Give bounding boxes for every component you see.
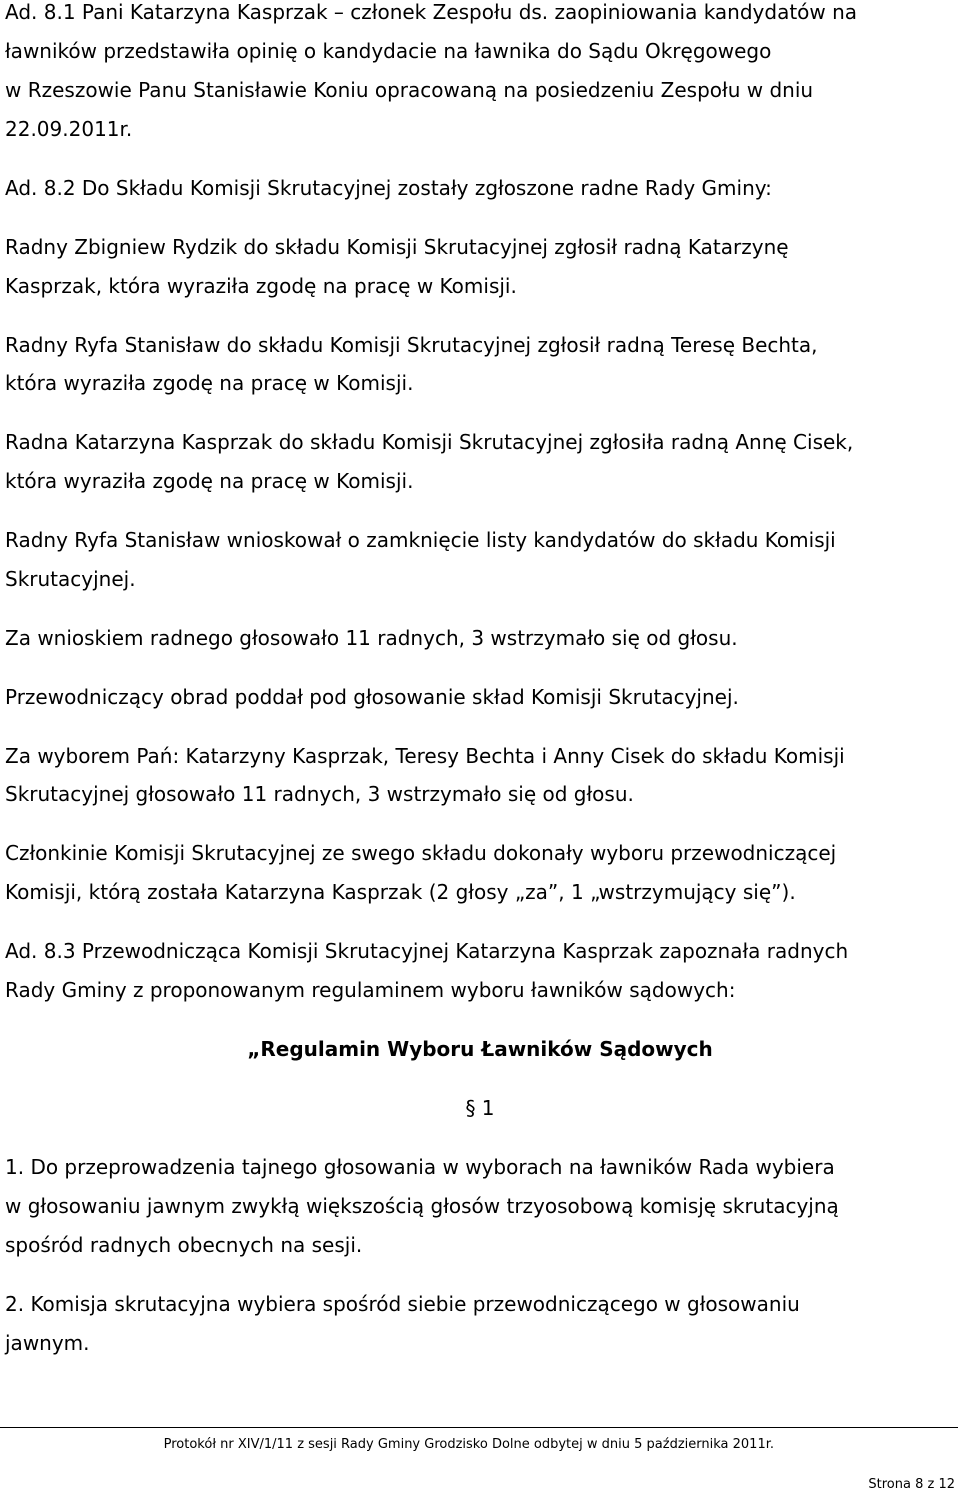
text-line: Członkinie Komisji Skrutacyjnej ze swego składu dokonały wyboru przewodniczącej: [5, 841, 837, 865]
text-line: która wyraziła zgodę na pracę w Komisji.: [5, 469, 414, 493]
text-line: Ad. 8.2 Do Składu Komisji Skrutacyjnej zostały zgłoszone radne Rady Gminy:: [5, 176, 772, 200]
text-line: Za wyborem Pań: Katarzyny Kasprzak, Teresy Bechta i Anny Cisek do składu Komisji: [5, 744, 845, 768]
text-line: Radna Katarzyna Kasprzak do składu Komisji Skrutacyjnej zgłosiła radną Annę Cisek,: [5, 430, 854, 454]
text-line: Ad. 8.1 Pani Katarzyna Kasprzak – członek Zespołu ds. zaopiniowania kandydatów na: [5, 0, 858, 24]
text-line: Ad. 8.3 Przewodnicząca Komisji Skrutacyjnej Katarzyna Kasprzak zapoznała radnych: [5, 939, 849, 963]
text-line: Komisji, którą została Katarzyna Kasprzak (2 głosy „za”, 1 „wstrzymujący się”).: [5, 880, 796, 904]
text-line: 2. Komisja skrutacyjna wybiera spośród siebie przewodniczącego w głosowaniu: [5, 1292, 800, 1316]
text-line: Radny Zbigniew Rydzik do składu Komisji Skrutacyjnej zgłosił radną Katarzynę: [5, 235, 789, 259]
text-line: Kasprzak, która wyraziła zgodę na pracę w Komisji.: [5, 274, 517, 298]
text-line: w Rzeszowie Panu Stanisławie Koniu opracowaną na posiedzeniu Zespołu w dniu: [5, 78, 814, 102]
text-line: Przewodniczący obrad poddał pod głosowanie skład Komisji Skrutacyjnej.: [5, 685, 739, 709]
text-line: ławników przedstawiła opinię o kandydacie na ławnika do Sądu Okręgowego: [5, 39, 772, 63]
text-line: Za wnioskiem radnego głosowało 11 radnych, 3 wstrzymało się od głosu.: [5, 626, 738, 650]
regulation-title: „Regulamin Wyboru Ławników Sądowych: [247, 1037, 713, 1061]
text-line: 22.09.2011r.: [5, 117, 133, 141]
text-line: spośród radnych obecnych na sesji.: [5, 1233, 363, 1257]
footer-divider: [0, 1427, 958, 1428]
text-line: Skrutacyjnej.: [5, 567, 136, 591]
text-line: Radny Ryfa Stanisław do składu Komisji Skrutacyjnej zgłosił radną Teresę Bechta,: [5, 333, 818, 357]
text-line: Rady Gminy z proponowanym regulaminem wyboru ławników sądowych:: [5, 978, 736, 1002]
text-line: jawnym.: [5, 1331, 90, 1355]
section-mark: § 1: [465, 1096, 495, 1120]
page-number: Strona 8 z 12: [868, 1477, 955, 1492]
text-line: która wyraziła zgodę na pracę w Komisji.: [5, 371, 414, 395]
footer-protocol: Protokół nr XIV/1/11 z sesji Rady Gminy Grodzisko Dolne odbytej w dniu 5 października 2011r.: [163, 1437, 774, 1452]
text-line: 1. Do przeprowadzenia tajnego głosowania w wyborach na ławników Rada wybiera: [5, 1155, 835, 1179]
text-line: w głosowaniu jawnym zwykłą większością głosów trzyosobową komisję skrutacyjną: [5, 1194, 839, 1218]
text-line: Skrutacyjnej głosowało 11 radnych, 3 wstrzymało się od głosu.: [5, 782, 634, 806]
text-line: Radny Ryfa Stanisław wnioskował o zamknięcie listy kandydatów do składu Komisji: [5, 528, 836, 552]
